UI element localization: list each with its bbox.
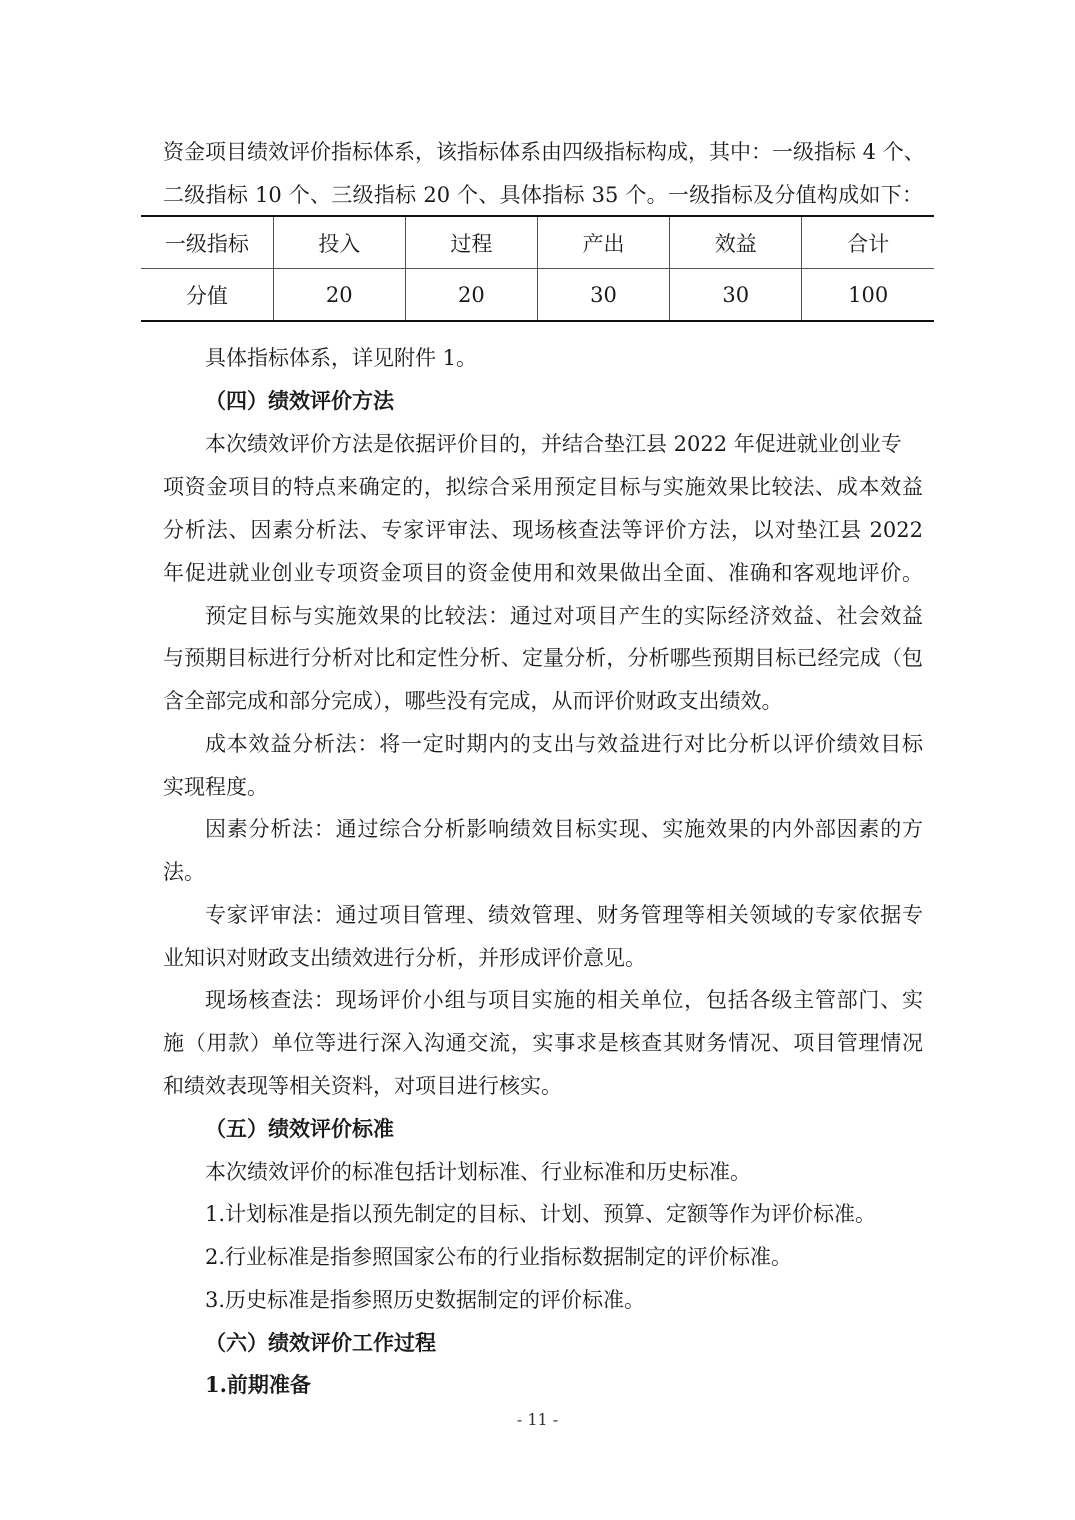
paragraph-line: 年促进就业创业专项资金项目的资金使用和效果做出全面、准确和客观地评价。 [163, 561, 923, 585]
subheading: 1.前期准备 [205, 1372, 311, 1397]
intro-line-1: 资金项目绩效评价指标体系，该指标体系由四级指标构成，其中：一级指标 4 个、 [163, 140, 925, 164]
paragraph-line: 实现程度。 [163, 775, 268, 799]
section-heading-5: （五）绩效评价标准 [205, 1116, 394, 1141]
table-cell: 分值 [141, 269, 273, 322]
paragraph-line: 现场核查法：现场评价小组与项目实施的相关单位，包括各级主管部门、实 [205, 988, 923, 1012]
list-item: 3.历史标准是指参照历史数据制定的评价标准。 [205, 1288, 646, 1312]
table-header-cell: 合计 [802, 216, 934, 269]
paragraph-line: 因素分析法：通过综合分析影响绩效目标实现、实施效果的内外部因素的方 [205, 817, 923, 841]
paragraph-line: 成本效益分析法：将一定时期内的支出与效益进行对比分析以评价绩效目标 [205, 732, 923, 756]
table-header-cell: 投入 [273, 216, 405, 269]
list-item: 2.行业标准是指参照国家公布的行业指标数据制定的评价标准。 [205, 1245, 793, 1269]
paragraph-line: 本次绩效评价的标准包括计划标准、行业标准和历史标准。 [205, 1160, 751, 1184]
table-cell: 30 [670, 269, 802, 322]
paragraph-line: 分析法、因素分析法、专家评审法、现场核查法等评价方法，以对垫江县 2022 [163, 518, 923, 542]
paragraph-line: 含全部完成和部分完成），哪些没有完成，从而评价财政支出绩效。 [163, 689, 783, 713]
paragraph-line: 项资金项目的特点来确定的，拟综合采用预定目标与实施效果比较法、成本效益 [163, 475, 923, 499]
paragraph-line: 施（用款）单位等进行深入沟通交流，实事求是核查其财务情况、项目管理情况 [163, 1031, 923, 1055]
after-table-text: 具体指标体系，详见附件 1。 [205, 346, 478, 370]
indicator-score-table [141, 215, 934, 322]
intro-line-2: 二级指标 10 个、三级指标 20 个、具体指标 35 个。一级指标及分值构成如下： [163, 183, 923, 207]
paragraph-line: 本次绩效评价方法是依据评价目的，并结合垫江县 2022 年促进就业创业专 [205, 432, 902, 456]
table-header-cell: 效益 [670, 216, 802, 269]
paragraph-line: 和绩效表现等相关资料，对项目进行核实。 [163, 1074, 562, 1098]
section-heading-6: （六）绩效评价工作过程 [205, 1330, 436, 1355]
paragraph-line: 业知识对财政支出绩效进行分析，并形成评价意见。 [163, 946, 646, 970]
table-cell: 20 [405, 269, 537, 322]
table-header-cell: 产出 [537, 216, 669, 269]
list-item: 1.计划标准是指以预先制定的目标、计划、预算、定额等作为评价标准。 [205, 1202, 877, 1226]
paragraph-line: 专家评审法：通过项目管理、绩效管理、财务管理等相关领域的专家依据专 [205, 903, 923, 927]
paragraph-line: 预定目标与实施效果的比较法：通过对项目产生的实际经济效益、社会效益 [205, 604, 923, 628]
table-cell: 20 [273, 269, 405, 322]
table-header-cell: 一级指标 [141, 216, 273, 269]
table-cell: 30 [537, 269, 669, 322]
table-header-cell: 过程 [405, 216, 537, 269]
table-cell: 100 [802, 269, 934, 322]
table-row [141, 269, 934, 322]
paragraph-line: 法。 [163, 860, 205, 884]
paragraph-line: 与预期目标进行分析对比和定性分析、定量分析，分析哪些预期目标已经完成（包 [163, 646, 923, 670]
table-header-row [141, 216, 934, 269]
page-number: - 11 - [516, 1410, 559, 1429]
section-heading-4: （四）绩效评价方法 [205, 388, 394, 413]
